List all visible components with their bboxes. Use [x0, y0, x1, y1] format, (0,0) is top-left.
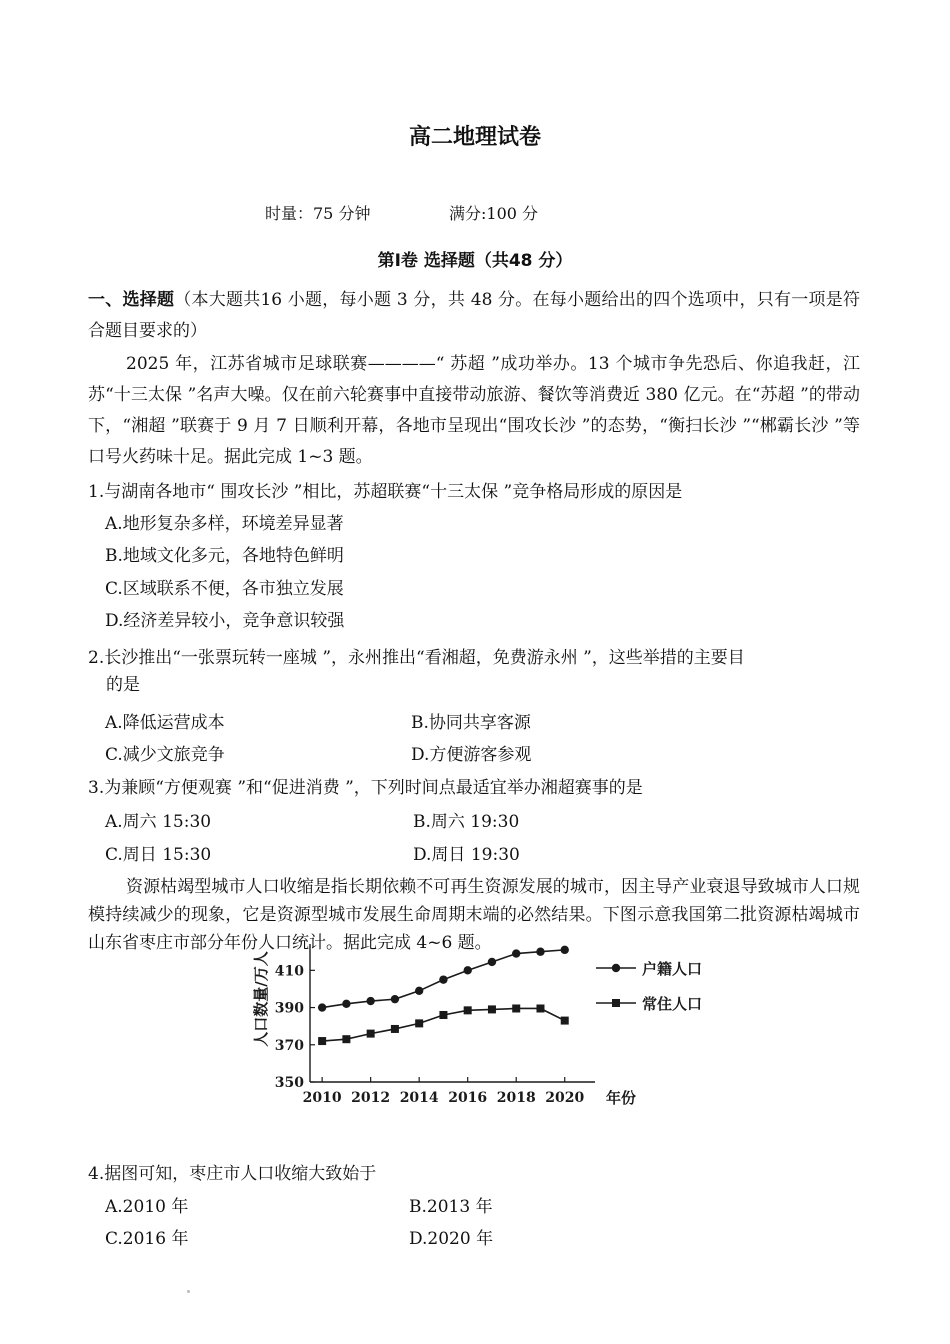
- legend-label-2: 常住人口: [642, 995, 703, 1013]
- x-tick-label: 2012: [351, 1090, 391, 1106]
- data-point-2: [512, 1004, 520, 1012]
- legend-marker-2: [612, 999, 620, 1007]
- population-chart: [244, 944, 704, 1116]
- data-point-1: [391, 995, 399, 1003]
- data-point-2: [561, 1017, 569, 1025]
- data-point-2: [391, 1025, 399, 1033]
- part1-heading: 一、选择题: [88, 290, 175, 310]
- exam-full-score: 满分:100 分: [449, 204, 539, 223]
- question-2-option-b: B.协同共享客源: [411, 713, 531, 733]
- data-point-2: [415, 1019, 423, 1027]
- legend-label-1: 户籍人口: [642, 960, 703, 978]
- passage-1: 2025 年，江苏省城市足球联赛————“ 苏超 ”成功举办。13 个城市争先恐后、你追我赶，江苏“十三太保 ”名声大噪。仅在前六轮赛事中直接带动旅游、餐饮等消费近 380 亿元。在“苏超 ”的带动下，“湘超 ”联赛于 9 月 7 日顺利开幕，各地市呈现出“围攻长沙 ”的态势，“衡扫长沙 ”“郴霸长沙 ”等口号火药味十足。据此完成 1~3 题。: [88, 354, 860, 467]
- page-dot-mark: [187, 1290, 190, 1293]
- exam-duration: 时量：75 分钟: [265, 204, 371, 223]
- question-2-option-c: C.减少文旅竞争: [105, 745, 225, 765]
- question-4-option-b: B.2013 年: [409, 1197, 493, 1217]
- section-title: 第Ⅰ卷 选择题（共48 分）: [377, 251, 573, 271]
- data-point-1: [415, 987, 423, 995]
- data-point-2: [367, 1030, 375, 1038]
- x-tick-label: 2018: [496, 1090, 536, 1106]
- passage-2: 资源枯竭型城市人口收缩是指长期依赖不可再生资源发展的城市，因主导产业衰退导致城市人口规模持续减少的现象，它是资源型城市发展生命周期末端的必然结果。下图示意我国第二批资源枯竭城市山东省枣庄市部分年份人口统计。据此完成 4~6 题。: [88, 877, 860, 953]
- question-3-option-c: C.周日 15:30: [105, 845, 212, 865]
- part1-instruction-text: （本大题共16 小题，每小题 3 分，共 48 分。在每小题给出的四个选项中，只有一项是符合题目要求的）: [88, 290, 861, 341]
- question-4-stem: 4.据图可知，枣庄市人口收缩大致始于: [88, 1164, 377, 1184]
- question-4-option-d: D.2020 年: [409, 1229, 494, 1249]
- y-tick-label: 410: [274, 963, 304, 980]
- data-point-1: [318, 1003, 326, 1011]
- question-1-option-a: A.地形复杂多样，环境差异显著: [105, 514, 344, 534]
- x-axis-label: 年份: [605, 1089, 637, 1107]
- question-1-option-d: D.经济差异较小，竞争意识较强: [105, 611, 345, 631]
- data-point-1: [463, 966, 471, 974]
- data-point-2: [439, 1011, 447, 1019]
- data-point-1: [536, 948, 544, 956]
- question-3-option-b: B.周六 19:30: [413, 812, 520, 832]
- question-2-option-a: A.降低运营成本: [105, 713, 225, 733]
- y-tick-label: 390: [274, 1000, 304, 1017]
- data-point-1: [439, 975, 447, 983]
- data-point-1: [561, 946, 569, 954]
- question-1-option-c: C.区域联系不便，各市独立发展: [105, 579, 344, 599]
- question-4-option-a: A.2010 年: [105, 1197, 189, 1217]
- question-3-stem: 3.为兼顾“方便观赛 ”和“促进消费 ”，下列时间点最适宜举办湘超赛事的是: [88, 778, 643, 798]
- question-2-stem-line1: 2.长沙推出“一张票玩转一座城 ”，永州推出“看湘超，免费游永州 ”，这些举措的主要目: [88, 648, 745, 668]
- data-point-2: [464, 1006, 472, 1014]
- question-3-option-a: A.周六 15:30: [105, 812, 212, 832]
- x-tick-label: 2010: [302, 1090, 342, 1106]
- data-point-1: [488, 958, 496, 966]
- question-3-option-d: D.周日 19:30: [413, 845, 520, 865]
- question-1-option-b: B.地域文化多元，各地特色鲜明: [105, 546, 344, 566]
- question-2-stem-line2: 的是: [106, 675, 140, 695]
- part1-instructions: [88, 285, 860, 347]
- question-2-option-d: D.方便游客参观: [411, 745, 532, 765]
- x-tick-label: 2020: [545, 1090, 585, 1106]
- page-title: 高二地理试卷: [408, 125, 541, 150]
- question-4-option-c: C.2016 年: [105, 1229, 189, 1249]
- x-tick-label: 2016: [448, 1090, 488, 1106]
- y-tick-label: 370: [274, 1037, 304, 1054]
- y-tick-label: 350: [274, 1075, 304, 1091]
- data-point-2: [342, 1035, 350, 1043]
- data-point-1: [512, 949, 520, 957]
- data-point-1: [342, 1000, 350, 1008]
- data-point-2: [536, 1004, 544, 1012]
- data-point-2: [318, 1037, 326, 1045]
- y-axis-label: 人口数量/万人: [252, 951, 270, 1047]
- legend-marker-1: [612, 964, 620, 972]
- question-1-stem: 1.与湖南各地市“ 围攻长沙 ”相比，苏超联赛“十三太保 ”竞争格局形成的原因是: [88, 482, 683, 502]
- data-point-2: [488, 1005, 496, 1013]
- x-tick-label: 2014: [399, 1090, 439, 1106]
- data-point-1: [366, 997, 374, 1005]
